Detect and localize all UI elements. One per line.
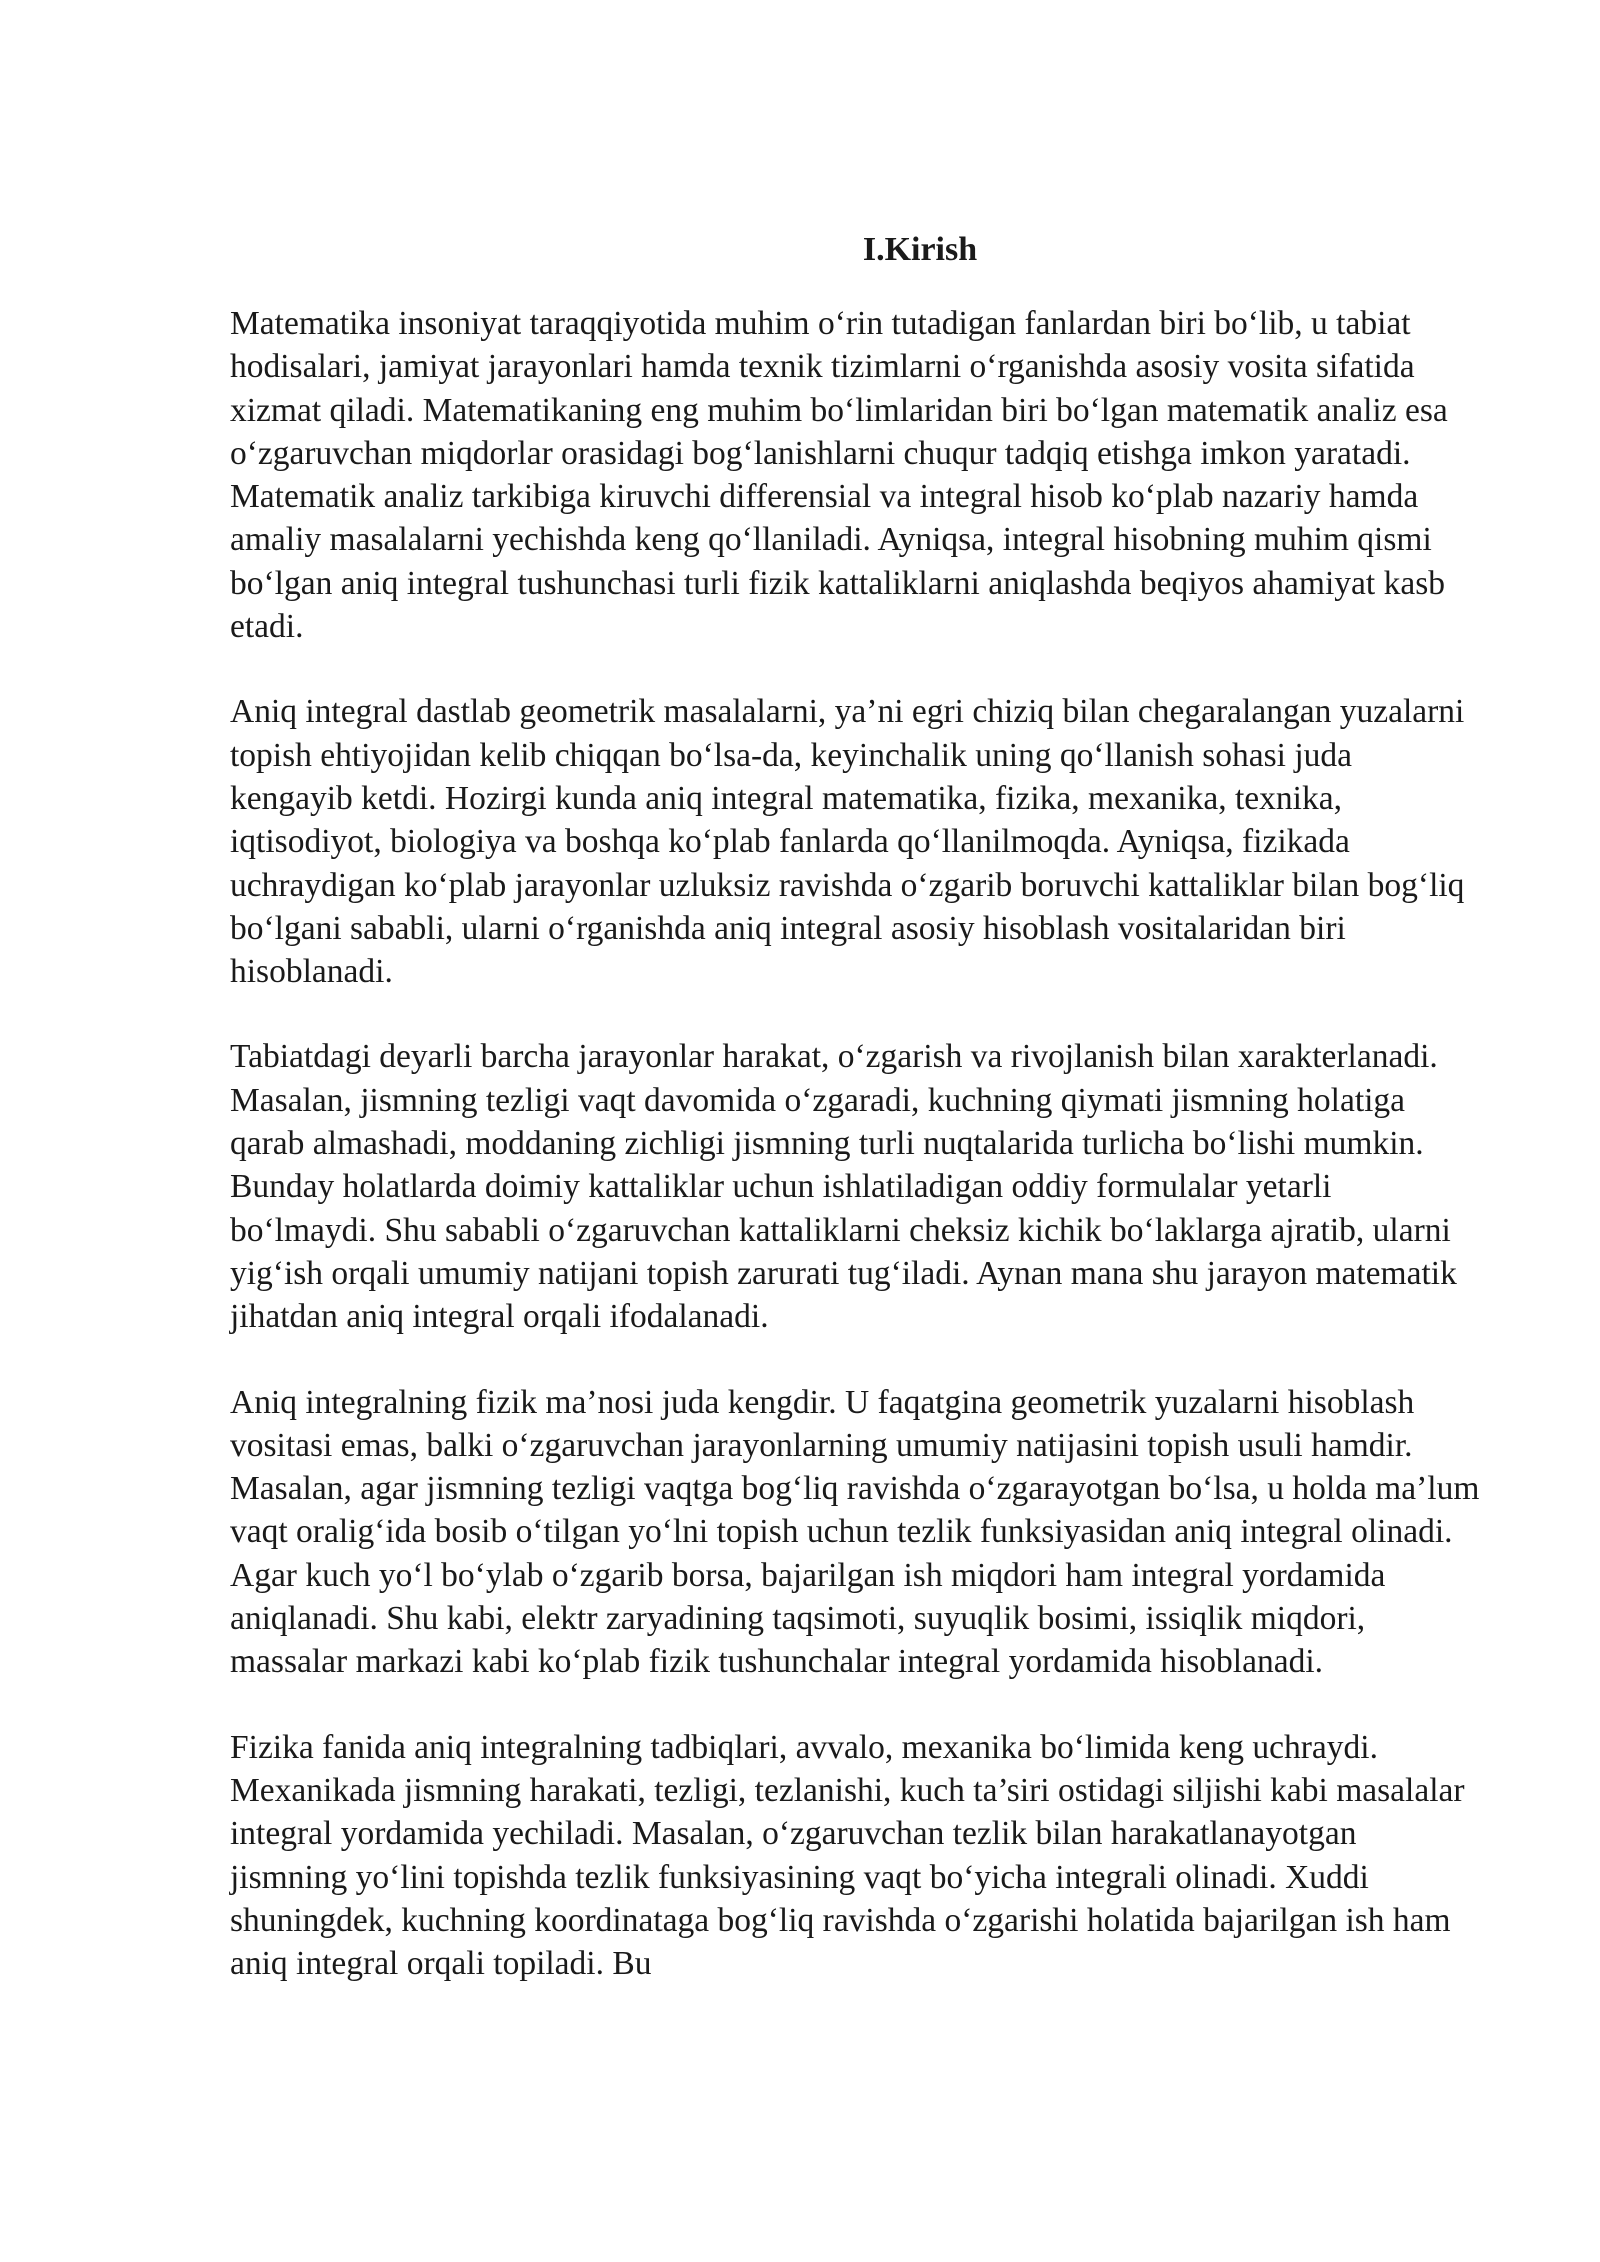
paragraph-1: Matematika insoniyat taraqqiyotida muhim o‘rin tutadigan fanlardan biri bo‘lib, u tabiat hodisalari, jamiyat jarayonlari hamda texnik tizimlarni o‘rganishda asosiy vosita sifatida xizmat qiladi. Matematikaning eng muhim bo‘limlaridan biri bo‘lgan matematik analiz esa o‘zgaruvchan miqdorlar orasidagi bog‘lanishlarni chuqur tadqiq etishga imkon yaratadi. Matematik analiz tarkibiga kiruvchi differensial va integral hisob ko‘plab nazariy hamda amaliy masalalarni yechishda keng qo‘llaniladi. Ayniqsa, integral hisobning muhim qismi bo‘lgan aniq integral tushunchasi turli fizik kattaliklarni aniqlashda beqiyos ahamiyat kasb etadi. <box>230 305 1448 646</box>
section-heading: I.Kirish <box>862 231 978 268</box>
paragraph-3: Tabiatdagi deyarli barcha jarayonlar harakat, o‘zgarish va rivojlanish bilan xarakterlanadi. Masalan, jismning tezligi vaqt davomida o‘zgaradi, kuchning qiymati jismning holatiga qarab almashadi, moddaning zichligi jismning turli nuqtalarida turlicha bo‘lishi mumkin. Bunday holatlarda doimiy kattaliklar uchun ishlatiladigan oddiy formulalar yetarli bo‘lmaydi. Shu sababli o‘zgaruvchan kattaliklarni cheksiz kichik bo‘laklarga ajratib, ularni yig‘ish orqali umumiy natijani topish zarurati tug‘iladi. Aynan mana shu jarayon matematik jihatdan aniq integral orqali ifodalanadi. <box>230 1038 1457 1336</box>
paragraph-5: Fizika fanida aniq integralning tadbiqlari, avvalo, mexanika bo‘limida keng uchraydi. Mexanikada jismning harakati, tezligi, tezlanishi, kuch ta’siri ostidagi siljishi kabi masalalar integral yordamida yechiladi. Masalan, o‘zgaruvchan tezlik bilan harakatlanayotgan jismning yo‘lini topishda tezlik funksiyasining vaqt bo‘yicha integrali olinadi. Xuddi shuningdek, kuchning koordinataga bog‘liq ravishda o‘zgarishi holatida bajarilgan ish ham aniq integral orqali topiladi. Bu <box>230 1728 1465 1983</box>
document-body <box>230 228 1480 2027</box>
paragraph-2: Aniq integral dastlab geometrik masalalarni, ya’ni egri chiziq bilan chegaralangan yuzalarni topish ehtiyojidan kelib chiqqan bo‘lsa-da, keyinchalik uning qo‘llanish sohasi juda kengayib ketdi. Hozirgi kunda aniq integral matematika, fizika, mexanika, texnika, iqtisodiyot, biologiya va boshqa ko‘plab fanlarda qo‘llanilmoqda. Ayniqsa, fizikada uchraydigan ko‘plab jarayonlar uzluksiz ravishda o‘zgarib boruvchi kattaliklar bilan bog‘liq bo‘lgani sababli, ularni o‘rganishda aniq integral asosiy hisoblash vositalaridan biri hisoblanadi. <box>230 693 1465 991</box>
paragraph-4: Aniq integralning fizik ma’nosi juda kengdir. U faqatgina geometrik yuzalarni hisoblash vositasi emas, balki o‘zgaruvchan jarayonlarning umumiy natijasini topish usuli hamdir. Masalan, agar jismning tezligi vaqtga bog‘liq ravishda o‘zgarayotgan bo‘lsa, u holda ma’lum vaqt oralig‘ida bosib o‘tilgan yo‘lni topish uchun tezlik funksiyasidan aniq integral olinadi. Agar kuch yo‘l bo‘ylab o‘zgarib borsa, bajarilgan ish miqdori ham integral yordamida aniqlanadi. Shu kabi, elektr zaryadining taqsimoti, suyuqlik bosimi, issiqlik miqdori, massalar markazi kabi ko‘plab fizik tushunchalar integral yordamida hisoblanadi. <box>230 1383 1480 1681</box>
